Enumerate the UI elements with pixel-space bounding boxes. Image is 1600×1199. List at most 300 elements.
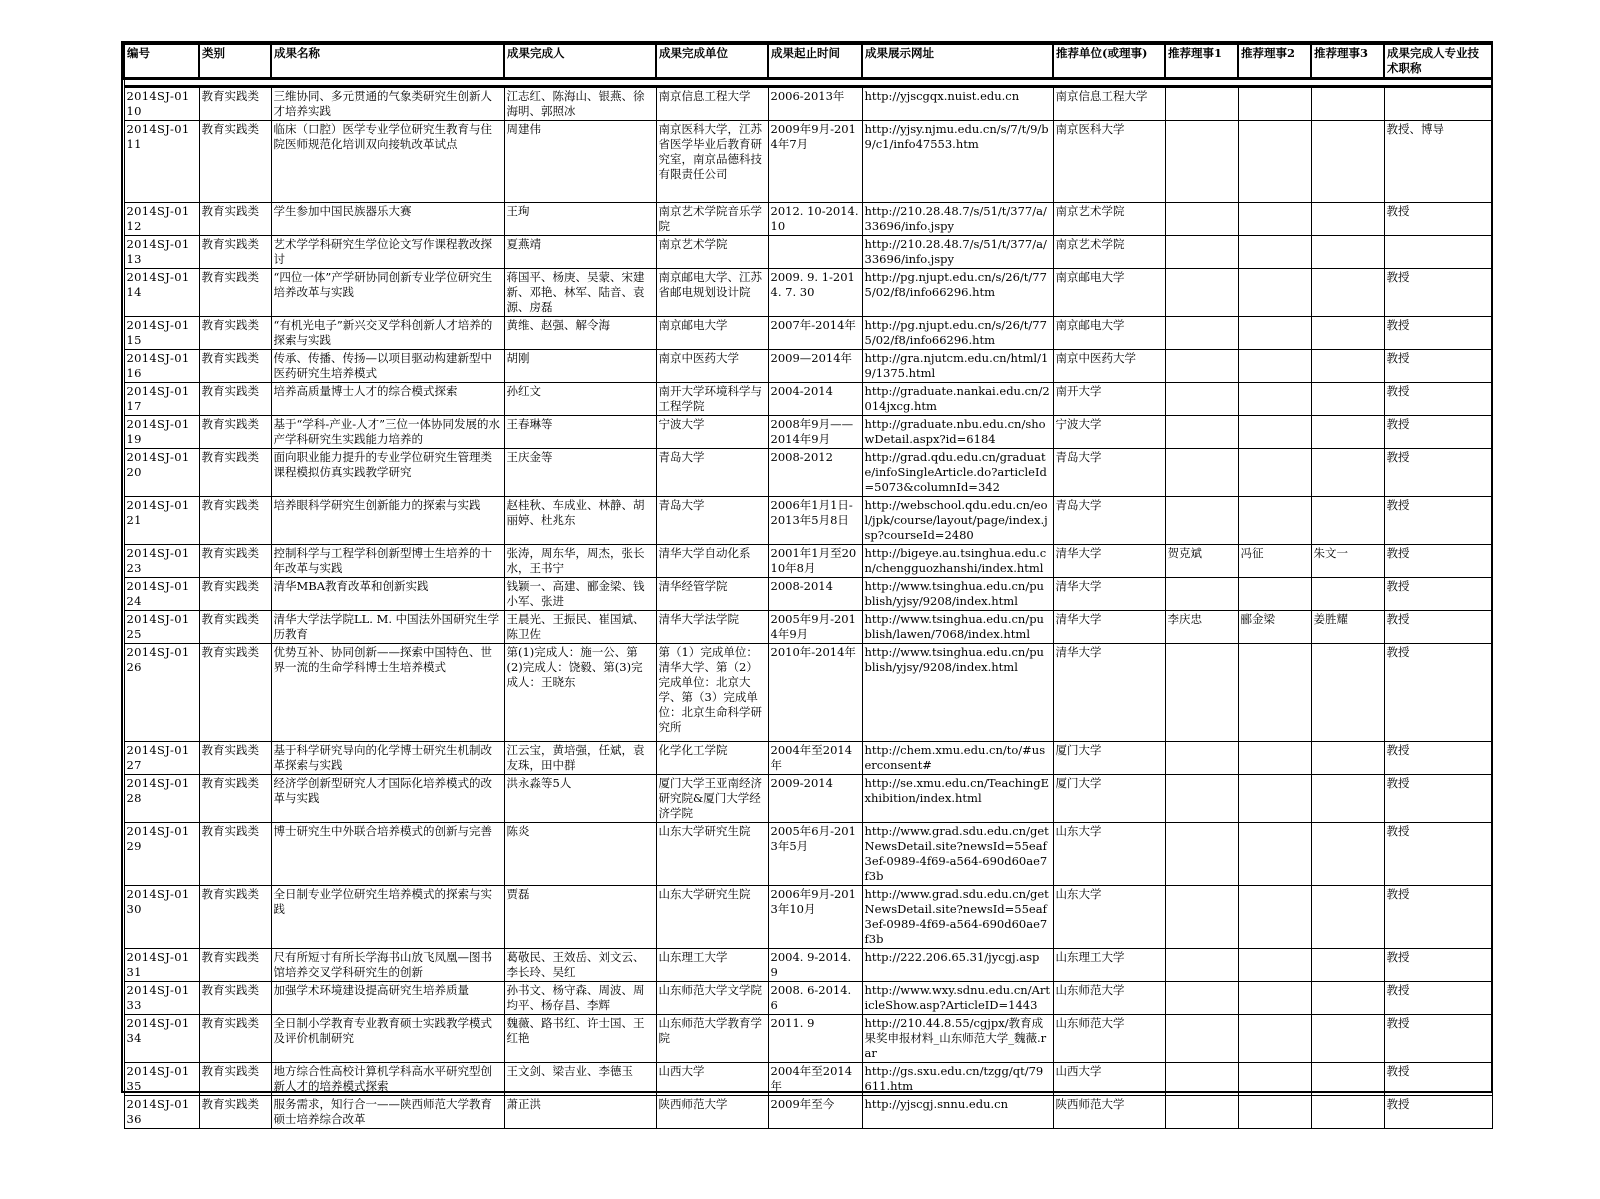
cell-recommender: 山东大学 bbox=[1053, 886, 1165, 949]
cell-recommender: 山东师范大学 bbox=[1053, 1015, 1165, 1063]
cell-url: http://www.grad.sdu.edu.cn/getNewsDetail.site?newsId=55eaf3ef-0989-4f69-a564-690d60ae7f3b bbox=[862, 823, 1053, 886]
cell-category: 教育实践类 bbox=[199, 742, 271, 775]
cell-category: 教育实践类 bbox=[199, 1096, 271, 1129]
cell-recommender: 厦门大学 bbox=[1053, 775, 1165, 823]
table-header bbox=[124, 44, 1492, 87]
header-category: 类别 bbox=[199, 44, 271, 79]
cell-director-1 bbox=[1165, 886, 1238, 949]
cell-director-3 bbox=[1311, 416, 1384, 449]
cell-name: 全日制专业学位研究生培养模式的探索与实践 bbox=[271, 886, 504, 949]
cell-category: 教育实践类 bbox=[199, 350, 271, 383]
header-director-1: 推荐理事1 bbox=[1165, 44, 1238, 79]
cell-url: http://www.tsinghua.edu.cn/publish/yjsy/9208/index.html bbox=[862, 578, 1053, 611]
cell-director-1 bbox=[1165, 236, 1238, 269]
cell-id: 2014SJ-0126 bbox=[124, 644, 199, 742]
cell-category: 教育实践类 bbox=[199, 886, 271, 949]
cell-unit: 南京邮电大学 bbox=[656, 317, 768, 350]
cell-people: 王文剑、梁吉业、李德玉 bbox=[504, 1063, 656, 1096]
table-row bbox=[124, 742, 1492, 775]
table-row bbox=[124, 497, 1492, 545]
cell-recommender: 清华大学 bbox=[1053, 611, 1165, 644]
cell-id: 2014SJ-0121 bbox=[124, 497, 199, 545]
table-row bbox=[124, 269, 1492, 317]
cell-url: http://gs.sxu.edu.cn/tzgg/qt/79611.htm bbox=[862, 1063, 1053, 1096]
table-row bbox=[124, 87, 1492, 121]
cell-recommender: 南京邮电大学 bbox=[1053, 269, 1165, 317]
cell-recommender: 南开大学 bbox=[1053, 383, 1165, 416]
cell-id: 2014SJ-0127 bbox=[124, 742, 199, 775]
cell-name: 全日制小学教育专业教育硕士实践教学模式及评价机制研究 bbox=[271, 1015, 504, 1063]
cell-time: 2008. 6-2014. 6 bbox=[768, 982, 862, 1015]
table-row bbox=[124, 350, 1492, 383]
cell-name: 控制科学与工程学科创新型博士生培养的十年改革与实践 bbox=[271, 545, 504, 578]
cell-url: http://graduate.nbu.edu.cn/showDetail.aspx?id=6184 bbox=[862, 416, 1053, 449]
cell-id: 2014SJ-0119 bbox=[124, 416, 199, 449]
cell-url: http://chem.xmu.edu.cn/to/#userconsent# bbox=[862, 742, 1053, 775]
cell-people: 赵桂秋、车成业、林静、胡丽婷、杜兆东 bbox=[504, 497, 656, 545]
cell-url: http://www.wxy.sdnu.edu.cn/ArticleShow.asp?ArticleID=1443 bbox=[862, 982, 1053, 1015]
cell-time: 2001年1月至2010年8月 bbox=[768, 545, 862, 578]
cell-recommender: 南京邮电大学 bbox=[1053, 317, 1165, 350]
cell-category: 教育实践类 bbox=[199, 644, 271, 742]
cell-time: 2006年9月-2013年10月 bbox=[768, 886, 862, 949]
cell-title: 教授 bbox=[1384, 1015, 1492, 1063]
cell-director-3 bbox=[1311, 236, 1384, 269]
cell-director-1: 贺克斌 bbox=[1165, 545, 1238, 578]
cell-director-2 bbox=[1238, 775, 1311, 823]
cell-time: 2004-2014 bbox=[768, 383, 862, 416]
cell-id: 2014SJ-0115 bbox=[124, 317, 199, 350]
cell-director-1 bbox=[1165, 742, 1238, 775]
cell-id: 2014SJ-0130 bbox=[124, 886, 199, 949]
cell-director-3 bbox=[1311, 383, 1384, 416]
cell-title: 教授 bbox=[1384, 982, 1492, 1015]
cell-category: 教育实践类 bbox=[199, 775, 271, 823]
cell-people: 孙红文 bbox=[504, 383, 656, 416]
cell-category: 教育实践类 bbox=[199, 416, 271, 449]
cell-title: 教授 bbox=[1384, 545, 1492, 578]
cell-url: http://yjscgqx.nuist.edu.cn bbox=[862, 87, 1053, 121]
cell-director-2 bbox=[1238, 203, 1311, 236]
cell-title: 教授 bbox=[1384, 497, 1492, 545]
cell-title bbox=[1384, 87, 1492, 121]
cell-director-1 bbox=[1165, 949, 1238, 982]
cell-id: 2014SJ-0111 bbox=[124, 121, 199, 203]
cell-unit: 陕西师范大学 bbox=[656, 1096, 768, 1129]
cell-people: 王珣 bbox=[504, 203, 656, 236]
cell-url: http://www.grad.sdu.edu.cn/getNewsDetail.site?newsId=55eaf3ef-0989-4f69-a564-690d60ae7f3b bbox=[862, 886, 1053, 949]
cell-title: 教授 bbox=[1384, 644, 1492, 742]
cell-director-1 bbox=[1165, 203, 1238, 236]
cell-unit: 山东理工大学 bbox=[656, 949, 768, 982]
cell-unit: 清华大学法学院 bbox=[656, 611, 768, 644]
cell-id: 2014SJ-0133 bbox=[124, 982, 199, 1015]
cell-recommender: 南京艺术学院 bbox=[1053, 203, 1165, 236]
cell-director-3 bbox=[1311, 121, 1384, 203]
table-row bbox=[124, 982, 1492, 1015]
cell-people: 孙书文、杨守森、周波、周均平、杨存昌、李辉 bbox=[504, 982, 656, 1015]
cell-unit: 第（1）完成单位：清华大学、第（2）完成单位：北京大学、第（3）完成单位：北京生命科学研究所 bbox=[656, 644, 768, 742]
cell-id: 2014SJ-0120 bbox=[124, 449, 199, 497]
cell-director-1 bbox=[1165, 1063, 1238, 1096]
header-url: 成果展示网址 bbox=[862, 44, 1053, 79]
cell-name: 地方综合性高校计算机学科高水平研究型创新人才的培养模式探索 bbox=[271, 1063, 504, 1096]
cell-category: 教育实践类 bbox=[199, 823, 271, 886]
cell-unit: 山东师范大学文学院 bbox=[656, 982, 768, 1015]
cell-unit: 厦门大学王亚南经济研究院&厦门大学经济学院 bbox=[656, 775, 768, 823]
table-row bbox=[124, 1015, 1492, 1063]
cell-director-3 bbox=[1311, 87, 1384, 121]
table-row bbox=[124, 121, 1492, 203]
cell-director-1 bbox=[1165, 1096, 1238, 1129]
cell-url: http://yjsy.njmu.edu.cn/s/7/t/9/b9/c1/info47553.htm bbox=[862, 121, 1053, 203]
cell-url: http://bigeye.au.tsinghua.edu.cn/chengguozhanshi/index.html bbox=[862, 545, 1053, 578]
table-row bbox=[124, 203, 1492, 236]
cell-director-1 bbox=[1165, 269, 1238, 317]
cell-recommender: 南京医科大学 bbox=[1053, 121, 1165, 203]
header-id: 编号 bbox=[124, 44, 199, 79]
cell-people: 葛敬民、王效岳、刘文云、李长玲、吴红 bbox=[504, 949, 656, 982]
cell-category: 教育实践类 bbox=[199, 383, 271, 416]
cell-category: 教育实践类 bbox=[199, 317, 271, 350]
cell-name: “有机光电子”新兴交叉学科创新人才培养的探索与实践 bbox=[271, 317, 504, 350]
cell-time: 2009年9月-2014年7月 bbox=[768, 121, 862, 203]
cell-time: 2007年-2014年 bbox=[768, 317, 862, 350]
cell-title: 教授 bbox=[1384, 886, 1492, 949]
cell-title: 教授、博导 bbox=[1384, 121, 1492, 203]
cell-title: 教授 bbox=[1384, 383, 1492, 416]
cell-unit: 南京中医药大学 bbox=[656, 350, 768, 383]
cell-category: 教育实践类 bbox=[199, 87, 271, 121]
cell-director-1 bbox=[1165, 1015, 1238, 1063]
cell-people: 魏薇、路书红、许士国、王红艳 bbox=[504, 1015, 656, 1063]
cell-category: 教育实践类 bbox=[199, 203, 271, 236]
cell-id: 2014SJ-0129 bbox=[124, 823, 199, 886]
cell-id: 2014SJ-0124 bbox=[124, 578, 199, 611]
cell-category: 教育实践类 bbox=[199, 1015, 271, 1063]
cell-director-1 bbox=[1165, 121, 1238, 203]
cell-director-3 bbox=[1311, 775, 1384, 823]
cell-people: 洪永淼等5人 bbox=[504, 775, 656, 823]
cell-name: 艺术学学科研究生学位论文写作课程教改探讨 bbox=[271, 236, 504, 269]
cell-director-3 bbox=[1311, 742, 1384, 775]
header-director-3: 推荐理事3 bbox=[1311, 44, 1384, 79]
cell-time: 2009-2014 bbox=[768, 775, 862, 823]
cell-unit: 山东大学研究生院 bbox=[656, 823, 768, 886]
cell-time: 2009—2014年 bbox=[768, 350, 862, 383]
cell-director-3 bbox=[1311, 269, 1384, 317]
cell-category: 教育实践类 bbox=[199, 611, 271, 644]
header-unit: 成果完成单位 bbox=[656, 44, 768, 79]
cell-url: http://graduate.nankai.edu.cn/2014jxcg.htm bbox=[862, 383, 1053, 416]
cell-people: 江云宝，黄培强，任斌，袁友珠，田中群 bbox=[504, 742, 656, 775]
cell-time: 2010年-2014年 bbox=[768, 644, 862, 742]
table-row bbox=[124, 644, 1492, 742]
cell-director-3 bbox=[1311, 350, 1384, 383]
cell-people: 王庆金等 bbox=[504, 449, 656, 497]
cell-director-2: 冯征 bbox=[1238, 545, 1311, 578]
cell-id: 2014SJ-0131 bbox=[124, 949, 199, 982]
cell-recommender: 青岛大学 bbox=[1053, 497, 1165, 545]
cell-director-3 bbox=[1311, 1063, 1384, 1096]
cell-director-2 bbox=[1238, 1015, 1311, 1063]
cell-recommender: 清华大学 bbox=[1053, 545, 1165, 578]
header-name: 成果名称 bbox=[271, 44, 504, 79]
cell-name: 基于科学研究导向的化学博士研究生机制改革探索与实践 bbox=[271, 742, 504, 775]
cell-url: http://webschool.qdu.edu.cn/eol/jpk/course/layout/page/index.jsp?courseId=2480 bbox=[862, 497, 1053, 545]
cell-time: 2004年至2014年 bbox=[768, 1063, 862, 1096]
table-row bbox=[124, 578, 1492, 611]
cell-title: 教授 bbox=[1384, 578, 1492, 611]
cell-director-1 bbox=[1165, 383, 1238, 416]
cell-category: 教育实践类 bbox=[199, 121, 271, 203]
cell-url: http://pg.njupt.edu.cn/s/26/t/775/02/f8/info66296.htm bbox=[862, 269, 1053, 317]
cell-title: 教授 bbox=[1384, 775, 1492, 823]
cell-name: 清华大学法学院LL. M. 中国法外国研究生学历教育 bbox=[271, 611, 504, 644]
cell-title: 教授 bbox=[1384, 949, 1492, 982]
cell-name: 经济学创新型研究人才国际化培养模式的改革与实践 bbox=[271, 775, 504, 823]
cell-unit: 山东大学研究生院 bbox=[656, 886, 768, 949]
cell-director-3 bbox=[1311, 1096, 1384, 1129]
table-row bbox=[124, 317, 1492, 350]
cell-director-2 bbox=[1238, 350, 1311, 383]
cell-id: 2014SJ-0114 bbox=[124, 269, 199, 317]
cell-title: 教授 bbox=[1384, 269, 1492, 317]
cell-director-1 bbox=[1165, 350, 1238, 383]
cell-id: 2014SJ-0136 bbox=[124, 1096, 199, 1129]
cell-time: 2008-2012 bbox=[768, 449, 862, 497]
cell-title: 教授 bbox=[1384, 1096, 1492, 1129]
cell-recommender: 南京艺术学院 bbox=[1053, 236, 1165, 269]
cell-unit: 山东师范大学教育学院 bbox=[656, 1015, 768, 1063]
table-row bbox=[124, 236, 1492, 269]
cell-director-2 bbox=[1238, 644, 1311, 742]
cell-unit: 宁波大学 bbox=[656, 416, 768, 449]
cell-category: 教育实践类 bbox=[199, 578, 271, 611]
cell-category: 教育实践类 bbox=[199, 497, 271, 545]
cell-unit: 山西大学 bbox=[656, 1063, 768, 1096]
cell-url: http://yjscgj.snnu.edu.cn bbox=[862, 1096, 1053, 1129]
cell-name: 面向职业能力提升的专业学位研究生管理类课程模拟仿真实践教学研究 bbox=[271, 449, 504, 497]
cell-director-2 bbox=[1238, 269, 1311, 317]
cell-id: 2014SJ-0110 bbox=[124, 87, 199, 121]
cell-people: 萧正洪 bbox=[504, 1096, 656, 1129]
cell-director-1 bbox=[1165, 775, 1238, 823]
cell-recommender: 山东大学 bbox=[1053, 823, 1165, 886]
cell-recommender: 清华大学 bbox=[1053, 644, 1165, 742]
cell-director-2 bbox=[1238, 823, 1311, 886]
cell-people: 夏燕靖 bbox=[504, 236, 656, 269]
cell-title: 教授 bbox=[1384, 611, 1492, 644]
cell-time: 2009. 9. 1-2014. 7. 30 bbox=[768, 269, 862, 317]
results-table bbox=[123, 43, 1493, 1129]
cell-director-3 bbox=[1311, 578, 1384, 611]
cell-director-2 bbox=[1238, 742, 1311, 775]
cell-unit: 南京艺术学院 bbox=[656, 236, 768, 269]
cell-people: 周建伟 bbox=[504, 121, 656, 203]
cell-time: 2004年至2014年 bbox=[768, 742, 862, 775]
cell-people: 陈炎 bbox=[504, 823, 656, 886]
cell-time: 2006年1月1日-2013年5月8日 bbox=[768, 497, 862, 545]
cell-recommender: 厦门大学 bbox=[1053, 742, 1165, 775]
cell-time: 2009年至今 bbox=[768, 1096, 862, 1129]
cell-unit: 清华经管学院 bbox=[656, 578, 768, 611]
cell-url: http://210.28.48.7/s/51/t/377/a/33696/info.jspy bbox=[862, 203, 1053, 236]
cell-director-1 bbox=[1165, 416, 1238, 449]
cell-people: 王春琳等 bbox=[504, 416, 656, 449]
cell-people: 胡刚 bbox=[504, 350, 656, 383]
cell-director-2 bbox=[1238, 449, 1311, 497]
cell-name: 加强学术环境建设提高研究生培养质量 bbox=[271, 982, 504, 1015]
header-time: 成果起止时间 bbox=[768, 44, 862, 79]
cell-director-2 bbox=[1238, 1096, 1311, 1129]
cell-category: 教育实践类 bbox=[199, 236, 271, 269]
table-row bbox=[124, 1096, 1492, 1129]
table-row bbox=[124, 383, 1492, 416]
cell-name: 临床（口腔）医学专业学位研究生教育与住院医师规范化培训双向接轨改革试点 bbox=[271, 121, 504, 203]
cell-director-3 bbox=[1311, 886, 1384, 949]
cell-unit: 南京艺术学院音乐学院 bbox=[656, 203, 768, 236]
table-row bbox=[124, 416, 1492, 449]
cell-director-2 bbox=[1238, 982, 1311, 1015]
table-row bbox=[124, 1063, 1492, 1096]
cell-id: 2014SJ-0125 bbox=[124, 611, 199, 644]
header-title: 成果完成人专业技术职称 bbox=[1384, 44, 1492, 79]
cell-name: 尺有所短寸有所长学海书山放飞凤凰—图书馆培养交叉学科研究生的创新 bbox=[271, 949, 504, 982]
cell-name: 培养眼科学研究生创新能力的探索与实践 bbox=[271, 497, 504, 545]
cell-people: 贾磊 bbox=[504, 886, 656, 949]
cell-people: 王晨光、王振民、崔国斌、陈卫佐 bbox=[504, 611, 656, 644]
cell-name: 基于“学科-产业-人才”三位一体协同发展的水产学科研究生实践能力培养的 bbox=[271, 416, 504, 449]
cell-director-3 bbox=[1311, 203, 1384, 236]
cell-recommender: 山东理工大学 bbox=[1053, 949, 1165, 982]
cell-name: 传承、传播、传扬—以项目驱动构建新型中医药研究生培养模式 bbox=[271, 350, 504, 383]
header-recommender: 推荐单位(或理事) bbox=[1053, 44, 1165, 79]
cell-unit: 化学化工学院 bbox=[656, 742, 768, 775]
cell-time bbox=[768, 236, 862, 269]
cell-director-1 bbox=[1165, 497, 1238, 545]
cell-time: 2004. 9-2014. 9 bbox=[768, 949, 862, 982]
cell-title: 教授 bbox=[1384, 317, 1492, 350]
cell-people: 黄维、赵强、解令海 bbox=[504, 317, 656, 350]
cell-time: 2005年6月-2013年5月 bbox=[768, 823, 862, 886]
cell-director-3 bbox=[1311, 644, 1384, 742]
cell-unit: 南京信息工程大学 bbox=[656, 87, 768, 121]
cell-director-2 bbox=[1238, 416, 1311, 449]
cell-director-1 bbox=[1165, 578, 1238, 611]
cell-url: http://gra.njutcm.edu.cn/html/19/1375.html bbox=[862, 350, 1053, 383]
cell-name: 培养高质量博士人才的综合模式探索 bbox=[271, 383, 504, 416]
cell-url: http://se.xmu.edu.cn/TeachingExhibition/index.html bbox=[862, 775, 1053, 823]
cell-title: 教授 bbox=[1384, 742, 1492, 775]
cell-title bbox=[1384, 236, 1492, 269]
cell-category: 教育实践类 bbox=[199, 269, 271, 317]
cell-title: 教授 bbox=[1384, 449, 1492, 497]
cell-unit: 南开大学环境科学与工程学院 bbox=[656, 383, 768, 416]
cell-director-1 bbox=[1165, 317, 1238, 350]
cell-title: 教授 bbox=[1384, 350, 1492, 383]
cell-time: 2012. 10-2014. 10 bbox=[768, 203, 862, 236]
cell-director-1: 李庆忠 bbox=[1165, 611, 1238, 644]
cell-id: 2014SJ-0117 bbox=[124, 383, 199, 416]
cell-director-3: 朱文一 bbox=[1311, 545, 1384, 578]
cell-director-2: 郦金梁 bbox=[1238, 611, 1311, 644]
cell-title: 教授 bbox=[1384, 203, 1492, 236]
cell-time: 2008-2014 bbox=[768, 578, 862, 611]
cell-recommender: 山西大学 bbox=[1053, 1063, 1165, 1096]
cell-director-2 bbox=[1238, 236, 1311, 269]
cell-url: http://www.tsinghua.edu.cn/publish/lawen/7068/index.html bbox=[862, 611, 1053, 644]
cell-name: “四位一体”产学研协同创新专业学位研究生培养改革与实践 bbox=[271, 269, 504, 317]
cell-time: 2005年9月-2014年9月 bbox=[768, 611, 862, 644]
cell-name: 优势互补、协同创新——探索中国特色、世界一流的生命学科博士生培养模式 bbox=[271, 644, 504, 742]
cell-director-1 bbox=[1165, 644, 1238, 742]
cell-director-2 bbox=[1238, 578, 1311, 611]
cell-recommender: 南京中医药大学 bbox=[1053, 350, 1165, 383]
cell-title: 教授 bbox=[1384, 823, 1492, 886]
cell-category: 教育实践类 bbox=[199, 449, 271, 497]
table-row bbox=[124, 949, 1492, 982]
cell-director-3 bbox=[1311, 497, 1384, 545]
cell-id: 2014SJ-0123 bbox=[124, 545, 199, 578]
cell-director-3 bbox=[1311, 823, 1384, 886]
table-body bbox=[124, 87, 1492, 1129]
cell-recommender: 宁波大学 bbox=[1053, 416, 1165, 449]
cell-director-3 bbox=[1311, 1015, 1384, 1063]
cell-director-3 bbox=[1311, 317, 1384, 350]
table-row bbox=[124, 886, 1492, 949]
cell-id: 2014SJ-0135 bbox=[124, 1063, 199, 1096]
cell-category: 教育实践类 bbox=[199, 949, 271, 982]
table-row bbox=[124, 611, 1492, 644]
cell-time: 2006-2013年 bbox=[768, 87, 862, 121]
cell-category: 教育实践类 bbox=[199, 1063, 271, 1096]
cell-unit: 青岛大学 bbox=[656, 497, 768, 545]
cell-director-1 bbox=[1165, 982, 1238, 1015]
cell-unit: 青岛大学 bbox=[656, 449, 768, 497]
cell-director-3 bbox=[1311, 982, 1384, 1015]
cell-director-2 bbox=[1238, 317, 1311, 350]
cell-url: http://grad.qdu.edu.cn/graduate/infoSingleArticle.do?articleId=5073&columnId=342 bbox=[862, 449, 1053, 497]
cell-id: 2014SJ-0112 bbox=[124, 203, 199, 236]
cell-url: http://222.206.65.31/jycgj.asp bbox=[862, 949, 1053, 982]
cell-people: 第(1)完成人：施一公、第(2)完成人：饶毅、第(3)完成人：王晓东 bbox=[504, 644, 656, 742]
cell-url: http://210.28.48.7/s/51/t/377/a/33696/info.jspy bbox=[862, 236, 1053, 269]
cell-unit: 清华大学自动化系 bbox=[656, 545, 768, 578]
table-row bbox=[124, 449, 1492, 497]
cell-id: 2014SJ-0128 bbox=[124, 775, 199, 823]
cell-recommender: 陕西师范大学 bbox=[1053, 1096, 1165, 1129]
cell-unit: 南京医科大学，江苏省医学毕业后教育研究室，南京品德科技有限责任公司 bbox=[656, 121, 768, 203]
header-director-2: 推荐理事2 bbox=[1238, 44, 1311, 79]
cell-id: 2014SJ-0134 bbox=[124, 1015, 199, 1063]
cell-director-1 bbox=[1165, 449, 1238, 497]
cell-title: 教授 bbox=[1384, 1063, 1492, 1096]
cell-director-1 bbox=[1165, 87, 1238, 121]
cell-director-1 bbox=[1165, 823, 1238, 886]
table-row bbox=[124, 775, 1492, 823]
cell-director-2 bbox=[1238, 87, 1311, 121]
cell-unit: 南京邮电大学、江苏省邮电规划设计院 bbox=[656, 269, 768, 317]
cell-director-3 bbox=[1311, 949, 1384, 982]
cell-url: http://pg.njupt.edu.cn/s/26/t/775/02/f8/info66296.htm bbox=[862, 317, 1053, 350]
cell-recommender: 山东师范大学 bbox=[1053, 982, 1165, 1015]
table-row bbox=[124, 545, 1492, 578]
cell-name: 博士研究生中外联合培养模式的创新与完善 bbox=[271, 823, 504, 886]
cell-time: 2008年9月——2014年9月 bbox=[768, 416, 862, 449]
cell-director-3 bbox=[1311, 449, 1384, 497]
cell-id: 2014SJ-0116 bbox=[124, 350, 199, 383]
